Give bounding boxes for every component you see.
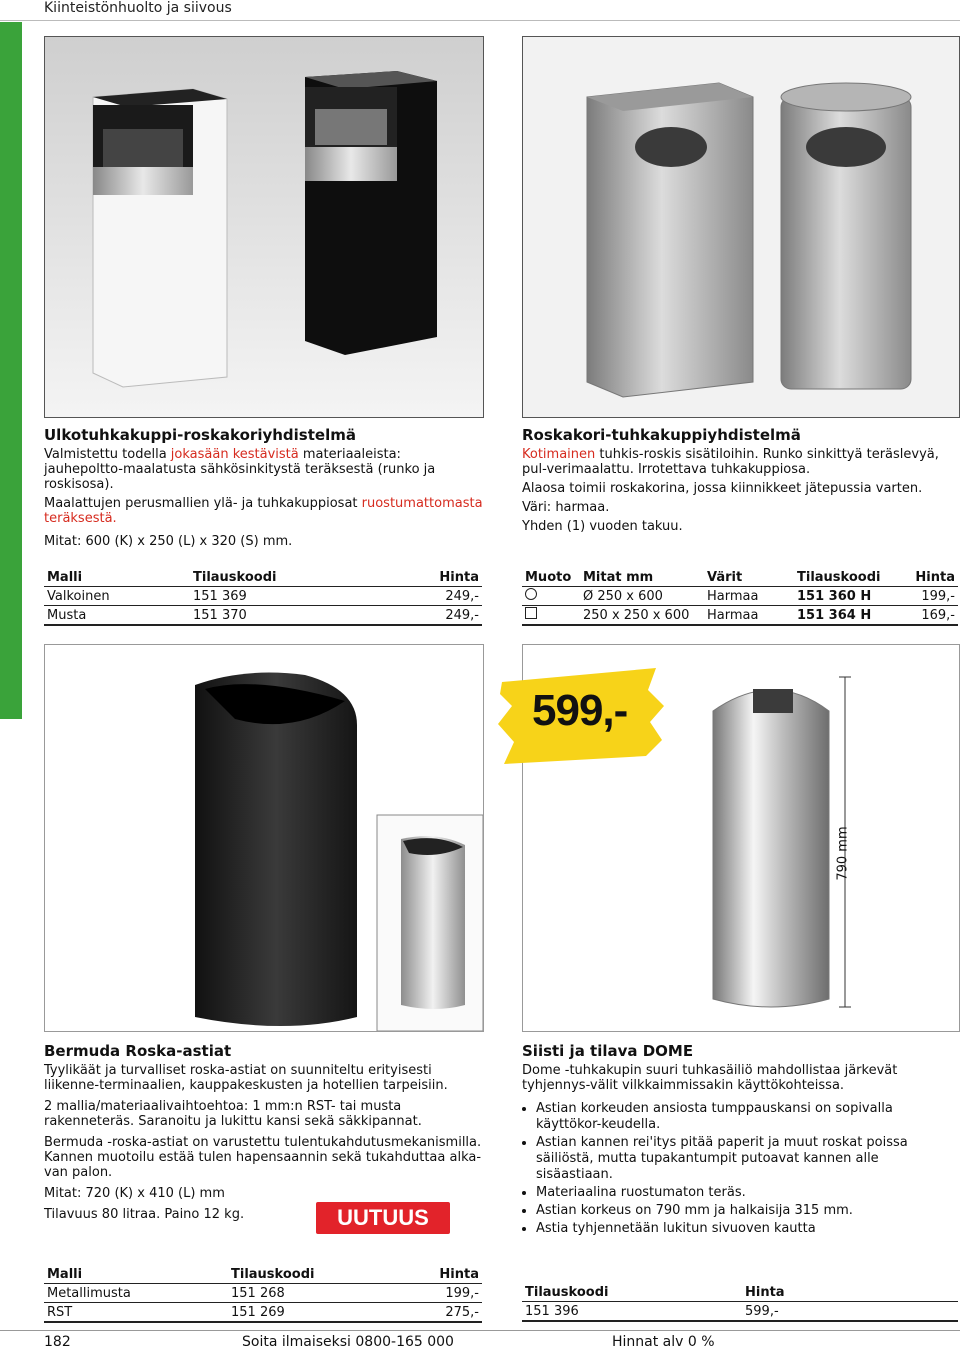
table-header-row	[522, 1283, 958, 1302]
cell-color: Harmaa	[704, 606, 794, 626]
table-header-row	[522, 568, 958, 587]
col-malli: Malli	[44, 1265, 228, 1284]
product1-table	[44, 568, 482, 626]
product3-table	[44, 1265, 482, 1323]
table-row	[522, 606, 958, 626]
footer-vat: Hinnat alv 0 %	[612, 1334, 715, 1350]
product1-desc2-red: ruostumattomasta teräksestä.	[44, 496, 483, 526]
cell-code: 151 370	[190, 606, 346, 626]
list-item: • Astian korkeus on 790 mm ja halkaisija 315 mm.	[536, 1203, 958, 1219]
product3-desc2: 2 mallia/materiaalivaihtoehtoa: 1 mm:n RST- tai musta rakenneteräs. Saranoitu ja lukittu kansi sekä säkkipannat.	[44, 1099, 422, 1129]
height-dimension-label: 790 mm	[835, 826, 851, 881]
col-mitat: Mitat mm	[580, 568, 704, 587]
product4-bullets	[522, 1101, 958, 1237]
product1-desc2-pre: Maalattujen perusmallien ylä- ja tuhkakuppiosat	[44, 496, 362, 511]
col-hinta: Hinta	[904, 568, 958, 587]
product3-dims: Mitat: 720 (K) x 410 (L) mm	[44, 1186, 225, 1201]
cell-code: 151 369	[190, 587, 346, 606]
col-malli: Malli	[44, 568, 190, 587]
table-row	[44, 1284, 482, 1303]
footer-divider	[0, 1330, 960, 1331]
product2-desc-red: Kotimainen	[522, 447, 596, 462]
cell-malli: Valkoinen	[44, 587, 190, 606]
product2-photo	[522, 36, 960, 418]
product4-title: Siisti ja tilava DOME	[522, 1042, 694, 1060]
table-row	[522, 1302, 958, 1322]
cell-price: 199,-	[394, 1284, 482, 1303]
cell-price: 169,-	[904, 606, 958, 626]
cell-price: 275,-	[394, 1303, 482, 1323]
product1-text	[44, 428, 484, 553]
product4-table	[522, 1283, 958, 1322]
table-row	[522, 587, 958, 606]
product3-text	[44, 1044, 482, 1226]
product3-photo	[44, 644, 484, 1032]
cell-malli: RST	[44, 1303, 228, 1323]
cell-malli: Metallimusta	[44, 1284, 228, 1303]
ashtray-bins-image	[45, 37, 483, 417]
col-muoto: Muoto	[522, 568, 580, 587]
col-hinta: Hinta	[394, 1265, 482, 1284]
uutuus-badge: UUTUUS	[316, 1202, 450, 1234]
list-item: • Astia tyhjennetään lukitun sivuoven kautta	[536, 1221, 958, 1237]
col-tilauskoodi: Tilauskoodi	[522, 1283, 742, 1302]
product2-table	[522, 568, 958, 626]
product4-desc: Dome -tuhkakupin suuri tuhkasäiliö mahdollistaa järkevät tyhjennys-välit vilkkaimmissakin käyttökohteissa.	[522, 1063, 898, 1093]
cell-code: 151 269	[228, 1303, 394, 1323]
product1-desc-post: materiaaleista: jauhepoltto-maalatusta sähkösinkitystä teräksestä (runko ja roskisosa).	[44, 447, 436, 492]
product3-desc1: Tyylikäät ja turvalliset roska-astiat on suunniteltu erityisesti liikenne-terminaalien, kauppakeskusten ja hotellien tarpeisiin.	[44, 1063, 448, 1093]
cell-code: 151 268	[228, 1284, 394, 1303]
section-title: Kiinteistönhuolto ja siivous	[44, 0, 232, 16]
footer-phone: Soita ilmaiseksi 0800-165 000	[242, 1334, 454, 1350]
shape-square-icon	[522, 606, 580, 626]
cell-price: 249,-	[346, 606, 482, 626]
product1-desc-pre: Valmistettu todella	[44, 447, 171, 462]
product3-volume: Tilavuus 80 litraa. Paino 12 kg.	[44, 1207, 245, 1222]
product3-title: Bermuda Roska-astiat	[44, 1042, 232, 1060]
cell-code: 151 364 H	[794, 606, 904, 626]
col-tilauskoodi: Tilauskoodi	[228, 1265, 394, 1284]
col-hinta: Hinta	[346, 568, 482, 587]
cell-price: 199,-	[904, 587, 958, 606]
cell-price: 599,-	[742, 1302, 958, 1322]
product1-desc-red: jokasään kestävistä	[170, 447, 299, 462]
cell-malli: Musta	[44, 606, 190, 626]
price-burst-label: 599,-	[532, 686, 628, 735]
list-item: • Materiaalina ruostumaton teräs.	[536, 1185, 958, 1201]
section-color-bar	[0, 22, 22, 719]
cell-color: Harmaa	[704, 587, 794, 606]
cell-dims: 250 x 250 x 600	[580, 606, 704, 626]
product2-text	[522, 428, 958, 538]
cell-code: 151 396	[522, 1302, 742, 1322]
cell-code: 151 360 H	[794, 587, 904, 606]
table-row	[44, 1303, 482, 1323]
product1-photo	[44, 36, 484, 418]
col-tilauskoodi: Tilauskoodi	[794, 568, 904, 587]
col-varit: Värit	[704, 568, 794, 587]
page-number: 182	[44, 1334, 71, 1350]
product4-text	[522, 1044, 958, 1239]
table-row	[44, 606, 482, 626]
table-header-row	[44, 1265, 482, 1284]
grey-bins-image	[523, 37, 959, 417]
product2-desc-post: tuhkis-roskis sisätiloihin. Runko sinkittyä teräslevyä, pul-verimaalattu. Irrotettava tuhkakuppiosa.	[522, 447, 939, 477]
bermuda-bins-image	[45, 645, 483, 1031]
product3-desc3: Bermuda -roska-astiat on varustettu tulentukahdutusmekanismilla. Kannen muotoilu estää tulen hapensaannin sekä tukahduttaa alka-van palon.	[44, 1135, 482, 1180]
product2-title: Roskakori-tuhkakuppiyhdistelmä	[522, 426, 801, 444]
product1-title: Ulkotuhkakuppi-roskakoriyhdistelmä	[44, 426, 356, 444]
product2-color: Väri: harmaa.	[522, 500, 610, 515]
product1-desc	[44, 447, 484, 492]
product2-warranty: Yhden (1) vuoden takuu.	[522, 519, 683, 534]
shape-circle-icon	[522, 587, 580, 606]
header-divider	[0, 20, 960, 21]
product2-desc2: Alaosa toimii roskakorina, jossa kiinnikkeet jätepussia varten.	[522, 481, 923, 496]
col-tilauskoodi: Tilauskoodi	[190, 568, 346, 587]
list-item: • Astian kannen rei'itys pitää paperit ja muut roskat poissa säiliöstä, mutta tupakantumpit putoavat kannen alle sisäastiaan.	[536, 1135, 958, 1183]
cell-dims: Ø 250 x 600	[580, 587, 704, 606]
product2-desc	[522, 447, 958, 477]
col-hinta: Hinta	[742, 1283, 958, 1302]
cell-price: 249,-	[346, 587, 482, 606]
list-item: • Astian korkeuden ansiosta tumppauskansi on sopivalla käyttökor-keudella.	[536, 1101, 958, 1133]
table-row	[44, 587, 482, 606]
table-header-row	[44, 568, 482, 587]
product1-dims: Mitat: 600 (K) x 250 (L) x 320 (S) mm.	[44, 534, 293, 549]
product1-desc2	[44, 496, 484, 526]
